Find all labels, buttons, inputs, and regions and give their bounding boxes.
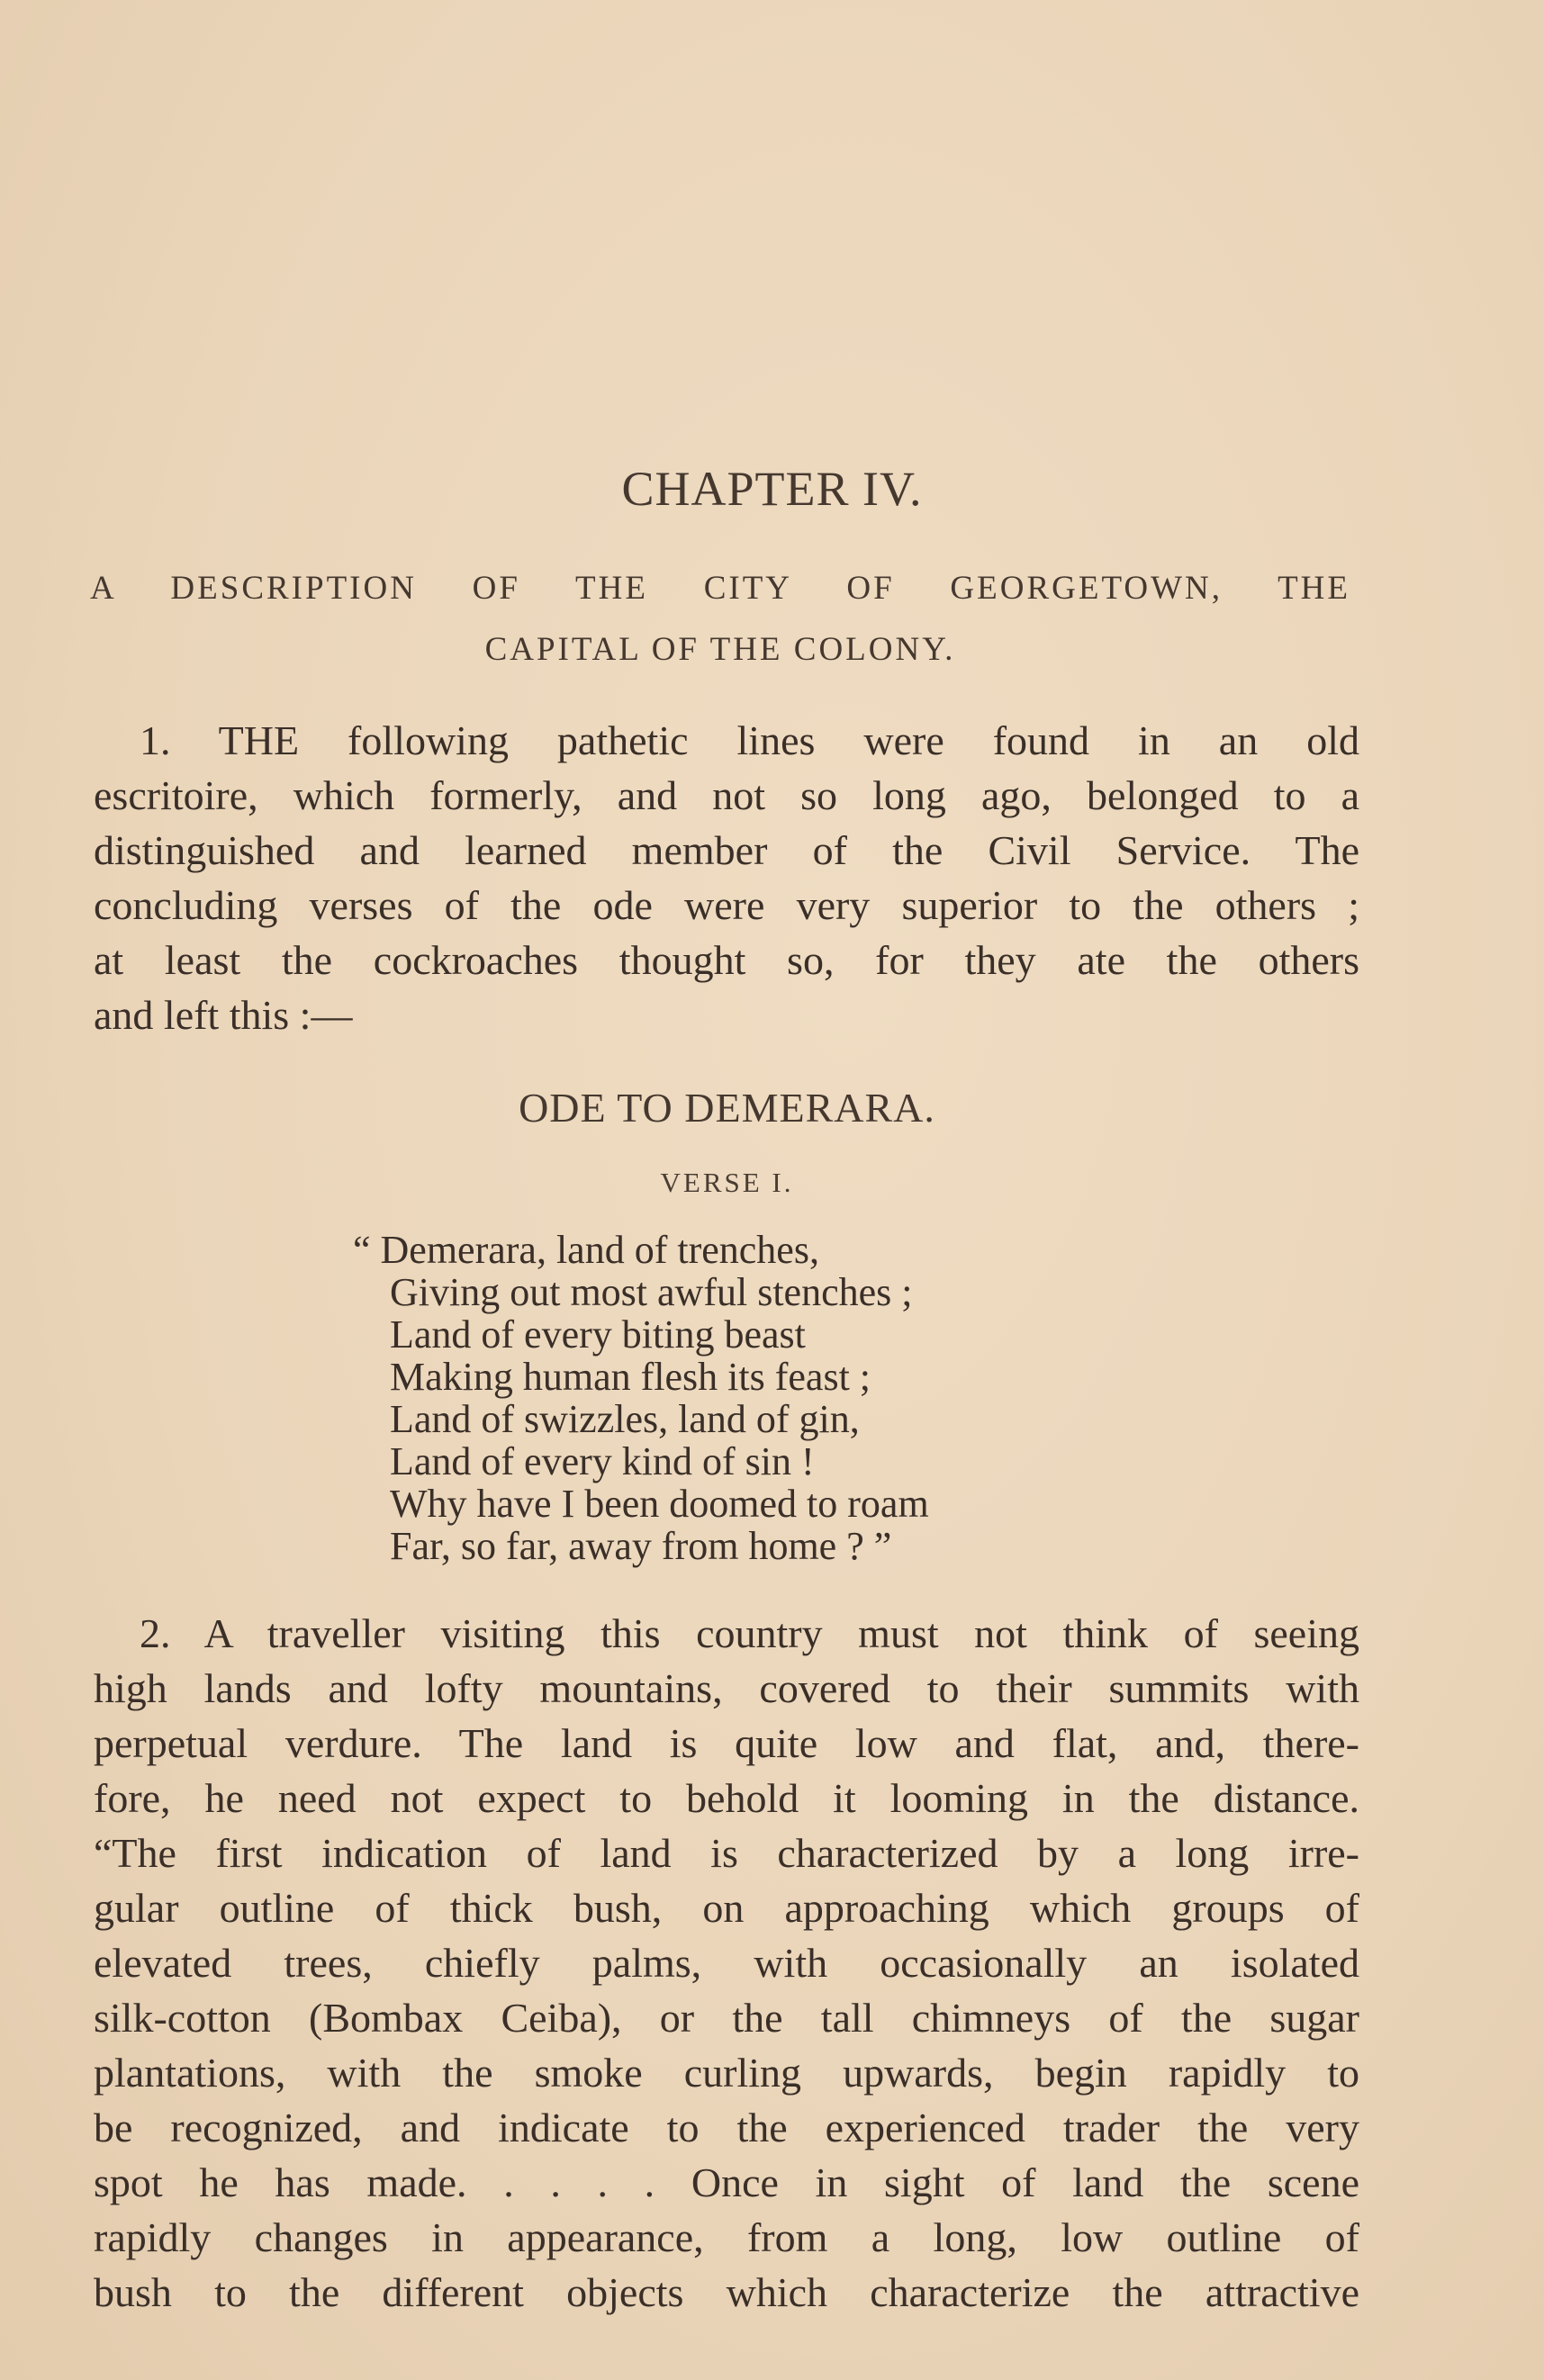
poem-line: “ Demerara, land of trenches,	[353, 1228, 819, 1272]
paragraph-2-line: be recognized, and indicate to the experienced trader the very	[94, 2105, 1359, 2150]
paragraph-2-line: rapidly changes in appearance, from a long, low outline of	[94, 2214, 1359, 2260]
paragraph-2-line: plantations, with the smoke curling upwards, begin rapidly to	[94, 2050, 1359, 2096]
verse-label: VERSE I.	[660, 1167, 794, 1198]
paragraph-2-line: “The first indication of land is characterized by a long irre-	[94, 1830, 1359, 1876]
poem-line: Making human flesh its feast ;	[390, 1355, 871, 1399]
paragraph-1-line: concluding verses of the ode were very superior to the others ;	[94, 882, 1359, 928]
chapter-subtitle-line-1: A DESCRIPTION OF THE CITY OF GEORGETOWN, THE	[90, 570, 1350, 607]
poem-line: Far, so far, away from home ? ”	[390, 1524, 892, 1568]
poem-line: Land of swizzles, land of gin,	[390, 1397, 860, 1441]
poem-line: Land of every biting beast	[390, 1312, 806, 1357]
chapter-title: CHAPTER IV.	[621, 462, 923, 516]
paragraph-2-line: spot he has made. . . . . Once in sight of land the scene	[94, 2159, 1359, 2205]
chapter-subtitle-line-2: CAPITAL OF THE COLONY.	[484, 631, 956, 668]
paragraph-2-line: silk-cotton (Bombax Ceiba), or the tall chimneys of the sugar	[94, 1995, 1359, 2041]
paragraph-1-line: and left this :—	[94, 992, 353, 1038]
paragraph-1-line: at least the cockroaches thought so, for they ate the others	[94, 937, 1359, 983]
poem-line: Land of every kind of sin !	[390, 1439, 815, 1483]
paragraph-1-line: 1. THE following pathetic lines were found in an old	[140, 717, 1359, 763]
paragraph-2-line: fore, he need not expect to behold it looming in the distance.	[94, 1775, 1359, 1821]
paragraph-2-line: 2. A traveller visiting this country must not think of seeing	[140, 1610, 1359, 1656]
ode-title: ODE TO DEMERARA.	[519, 1085, 935, 1131]
paragraph-2-line: perpetual verdure. The land is quite low and flat, and, there-	[94, 1720, 1359, 1766]
paragraph-2-line: bush to the different objects which characterize the attractive	[94, 2269, 1359, 2315]
paragraph-2-line: gular outline of thick bush, on approaching which groups of	[94, 1885, 1359, 1931]
poem-line: Why have I been doomed to roam	[390, 1482, 929, 1526]
paragraph-1-line: escritoire, which formerly, and not so long ago, belonged to a	[94, 772, 1359, 818]
paragraph-2-line: high lands and lofty mountains, covered to their summits with	[94, 1665, 1359, 1711]
poem-line: Giving out most awful stenches ;	[390, 1270, 913, 1314]
paragraph-1-line: distinguished and learned member of the Civil Service. The	[94, 827, 1359, 873]
paragraph-2-line: elevated trees, chiefly palms, with occasionally an isolated	[94, 1940, 1359, 1986]
